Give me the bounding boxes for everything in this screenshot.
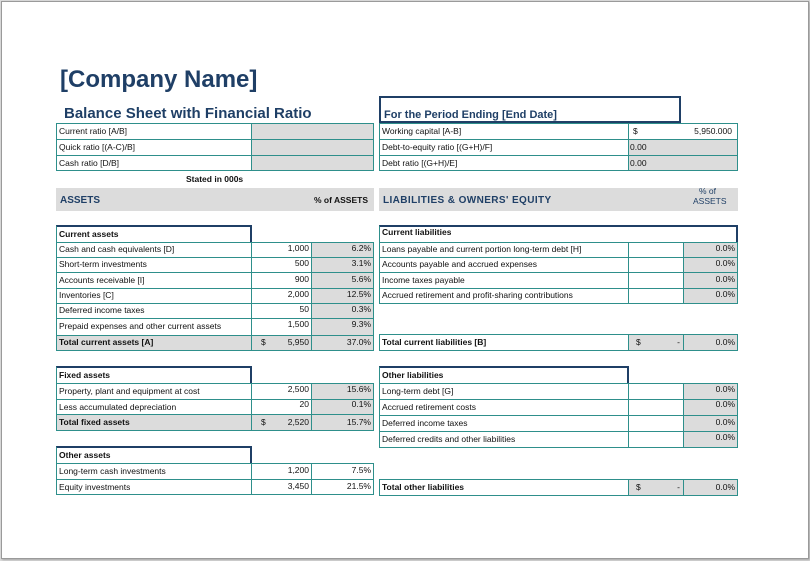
row-value[interactable]: 20 [299, 399, 309, 409]
row-label: Inventories [C] [59, 290, 114, 300]
row-label: Income taxes payable [382, 275, 465, 285]
row-label: Cash and cash equivalents [D] [59, 244, 175, 254]
row-pct: 0.3% [351, 304, 371, 314]
sheet-subtitle: Balance Sheet with Financial Ratio [64, 105, 312, 122]
stated-note: Stated in 000s [186, 174, 244, 184]
row-pct: 0.1% [351, 399, 371, 409]
total-label: Total current liabilities [B] [382, 337, 487, 347]
ratio-label: Debt ratio [(G+H)/E] [382, 158, 458, 168]
ratio-label: Working capital [A-B] [382, 126, 462, 136]
row-value[interactable]: 900 [294, 274, 309, 284]
ratio-label: Debt-to-equity ratio [(G+H)/F] [382, 142, 493, 152]
row-pct: 0.0% [715, 258, 735, 268]
total-pct: 37.0% [346, 337, 371, 347]
row-label: Less accumulated depreciation [59, 402, 177, 412]
assets-heading: ASSETS [60, 195, 101, 206]
liabilities-banner [379, 188, 738, 211]
company-name: [Company Name] [60, 66, 258, 93]
row-value[interactable]: 1,000 [287, 243, 309, 253]
row-pct: 5.6% [351, 274, 371, 284]
section-title: Current liabilities [382, 227, 452, 237]
section-title: Current assets [59, 229, 119, 239]
row-label: Loans payable and current portion long-term debt [H] [382, 244, 582, 254]
row-label: Equity investments [59, 482, 131, 492]
row-pct: 0.0% [715, 384, 735, 394]
row-label: Accounts receivable [I] [59, 275, 145, 285]
currency-symbol: $ [636, 337, 641, 347]
total-value: 5,950 [287, 337, 309, 347]
section-title: Other liabilities [382, 370, 444, 380]
row-pct: 0.0% [715, 399, 735, 409]
row-pct: 7.5% [351, 465, 371, 475]
section-title: Other assets [59, 450, 111, 460]
row-value[interactable]: 3,450 [287, 481, 309, 491]
row-label: Prepaid expenses and other current assets [59, 321, 222, 331]
row-pct: 9.3% [351, 319, 371, 329]
row-pct: 0.0% [715, 243, 735, 253]
assets-pct-heading: % of ASSETS [314, 195, 368, 205]
row-label: Property, plant and equipment at cost [59, 386, 200, 396]
row-value[interactable]: 2,000 [287, 289, 309, 299]
row-pct: 12.5% [346, 289, 371, 299]
ratio-label: Quick ratio [(A-C)/B] [59, 142, 136, 152]
row-value[interactable]: 500 [294, 258, 309, 268]
assets-banner [56, 188, 374, 211]
row-pct: 0.0% [715, 432, 735, 442]
period-ending-box[interactable]: For the Period Ending [End Date] [379, 96, 681, 123]
total-value: - [677, 482, 680, 492]
row-label: Short-term investments [59, 259, 147, 269]
row-pct: 15.6% [346, 384, 371, 394]
row-label: Deferred income taxes [382, 418, 468, 428]
ratio-label: Current ratio [A/B] [59, 126, 128, 136]
currency-symbol: $ [633, 126, 638, 136]
row-label: Accrued retirement and profit-sharing contributions [382, 290, 573, 300]
liabilities-heading: LIABILITIES & OWNERS' EQUITY [383, 195, 552, 206]
row-pct: 3.1% [351, 258, 371, 268]
total-label: Total other liabilities [382, 482, 465, 492]
total-label: Total current assets [A] [59, 337, 154, 347]
total-pct: 15.7% [346, 417, 371, 427]
debt-to-equity-value[interactable]: 0.00 [630, 142, 647, 152]
row-label: Deferred income taxes [59, 305, 145, 315]
currency-symbol: $ [261, 417, 266, 427]
balance-sheet-page [1, 1, 809, 559]
row-label: Long-term debt [G] [382, 386, 454, 396]
row-pct: 0.0% [715, 289, 735, 299]
total-label: Total fixed assets [59, 417, 130, 427]
debt-ratio-value[interactable]: 0.00 [630, 158, 647, 168]
currency-symbol: $ [636, 482, 641, 492]
row-label: Accounts payable and accrued expenses [382, 259, 537, 269]
row-label: Accrued retirement costs [382, 402, 477, 412]
row-pct: 0.0% [715, 417, 735, 427]
ratio-label: Cash ratio [D/B] [59, 158, 119, 168]
row-pct: 21.5% [346, 481, 371, 491]
row-pct: 0.0% [715, 274, 735, 284]
total-value: 2,520 [287, 417, 309, 427]
row-value[interactable]: 1,500 [287, 319, 309, 329]
row-value[interactable]: 2,500 [287, 384, 309, 394]
total-pct: 0.0% [715, 482, 735, 492]
row-value[interactable]: 1,200 [287, 465, 309, 475]
total-pct: 0.0% [715, 337, 735, 347]
section-title: Fixed assets [59, 370, 111, 380]
working-capital-value[interactable]: 5,950.000 [694, 126, 732, 136]
currency-symbol: $ [261, 337, 266, 347]
row-pct: 6.2% [351, 243, 371, 253]
row-value[interactable]: 50 [299, 304, 309, 314]
liabilities-pct-heading-1: % of [699, 186, 717, 196]
row-label: Deferred credits and other liabilities [382, 434, 516, 444]
liabilities-pct-heading-2: ASSETS [693, 196, 727, 206]
total-value: - [677, 337, 680, 347]
row-label: Long-term cash investments [59, 466, 166, 476]
